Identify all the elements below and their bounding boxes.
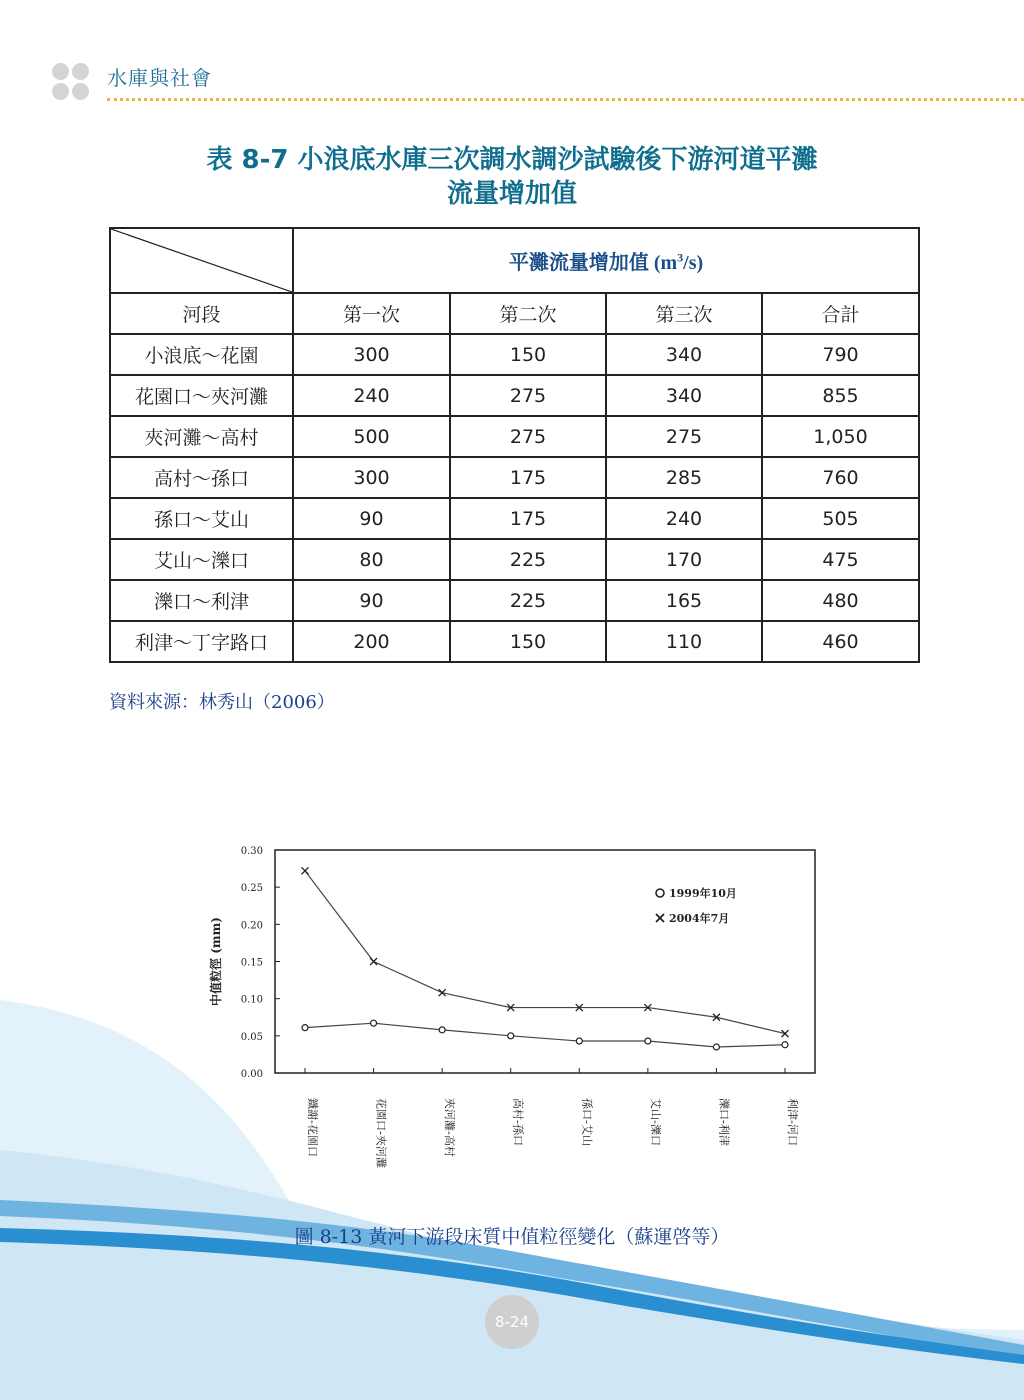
- running-header-title: 水庫與社會: [107, 66, 212, 90]
- data-point-circle: [645, 1038, 651, 1044]
- table-title-line-1: 表 8-7 小浪底水庫三次調水調沙試驗後下游河道平灘: [206, 145, 818, 175]
- unit-header-suffix: /s): [683, 252, 704, 274]
- value-cell: 340: [606, 375, 762, 416]
- column-header: 第三次: [606, 293, 762, 334]
- value-cell: 1,050: [762, 416, 919, 457]
- y-tick-label: 0.00: [240, 1069, 263, 1080]
- value-cell: 150: [450, 621, 606, 662]
- unit-header-sup: 3: [677, 250, 684, 265]
- data-point-circle: [508, 1033, 514, 1039]
- diagonal-corner-cell: [110, 228, 293, 293]
- value-cell: 275: [450, 416, 606, 457]
- y-tick-label: 0.15: [240, 957, 263, 969]
- column-header: 第一次: [293, 293, 450, 334]
- value-cell: 90: [293, 498, 450, 539]
- value-cell: 225: [450, 580, 606, 621]
- column-header-row: [110, 293, 919, 334]
- value-cell: 80: [293, 539, 450, 580]
- y-tick-label: 0.30: [240, 846, 263, 857]
- column-header: 河段: [110, 293, 293, 334]
- series-line: [305, 1023, 785, 1047]
- table-row: [110, 498, 919, 539]
- table-row: [110, 580, 919, 621]
- table-source-note: 資料來源：林秀山（2006）: [109, 692, 335, 713]
- x-category-label: 高村-孫口: [511, 1098, 525, 1146]
- y-tick-label: 0.25: [240, 883, 263, 895]
- table-title: [0, 143, 1024, 211]
- river-section-cell: 夾河灘～高村: [110, 416, 293, 457]
- legend-label: 2004年7月: [669, 912, 730, 925]
- river-section-cell: 花園口～夾河灘: [110, 375, 293, 416]
- figure-caption: 圖 8-13 黃河下游段床質中值粒徑變化（蘇運啓等）: [294, 1226, 730, 1248]
- value-cell: 475: [762, 539, 919, 580]
- data-table-container: [109, 227, 920, 663]
- river-section-cell: 艾山～濼口: [110, 539, 293, 580]
- value-cell: 275: [606, 416, 762, 457]
- y-tick-label: 0.20: [240, 920, 263, 932]
- river-section-cell: 濼口～利津: [110, 580, 293, 621]
- x-category-label: 花園口-夾河灘: [374, 1098, 388, 1168]
- x-category-label: 濼口-利津: [717, 1098, 731, 1146]
- value-cell: 790: [762, 334, 919, 375]
- river-section-cell: 高村～孫口: [110, 457, 293, 498]
- data-point-circle: [576, 1038, 582, 1044]
- table-row: [110, 539, 919, 580]
- value-cell: 175: [450, 498, 606, 539]
- page-number: 8-24: [485, 1295, 539, 1349]
- value-cell: 90: [293, 580, 450, 621]
- x-category-label: 鐵謝-花園口: [306, 1098, 319, 1157]
- x-category-label: 艾山-濼口: [648, 1098, 662, 1146]
- value-cell: 760: [762, 457, 919, 498]
- page-header: [0, 0, 1024, 110]
- river-section-cell: 利津～丁字路口: [110, 621, 293, 662]
- value-cell: 200: [293, 621, 450, 662]
- x-category-label: 利津-河口: [786, 1098, 799, 1146]
- data-point-circle: [302, 1025, 308, 1031]
- value-cell: 240: [606, 498, 762, 539]
- value-cell: 225: [450, 539, 606, 580]
- y-axis-label: 中值粒徑 (mm): [209, 917, 223, 1006]
- x-category-label: 夾河灘-高村: [443, 1098, 457, 1157]
- data-point-cross: [370, 958, 377, 965]
- table-row: [110, 334, 919, 375]
- value-cell: 285: [606, 457, 762, 498]
- table-row: [110, 416, 919, 457]
- unit-header: [293, 228, 919, 293]
- header-divider: [107, 98, 1024, 101]
- value-cell: 300: [293, 457, 450, 498]
- data-point-circle: [439, 1027, 445, 1033]
- value-cell: 340: [606, 334, 762, 375]
- value-cell: 480: [762, 580, 919, 621]
- value-cell: 460: [762, 621, 919, 662]
- table-title-line-2: 流量增加值: [446, 179, 577, 209]
- column-header: 第二次: [450, 293, 606, 334]
- flow-increase-table: [109, 227, 920, 663]
- value-cell: 300: [293, 334, 450, 375]
- value-cell: 170: [606, 539, 762, 580]
- plot-frame: [275, 850, 815, 1073]
- river-section-cell: 小浪底～花園: [110, 334, 293, 375]
- column-header: 合計: [762, 293, 919, 334]
- y-tick-label: 0.05: [240, 1031, 263, 1043]
- value-cell: 110: [606, 621, 762, 662]
- value-cell: 505: [762, 498, 919, 539]
- grain-size-line-chart: [200, 835, 840, 1175]
- table-row: [110, 621, 919, 662]
- table-row: [110, 457, 919, 498]
- value-cell: 165: [606, 580, 762, 621]
- dots-logo-icon: [52, 63, 92, 103]
- data-point-circle: [713, 1044, 719, 1050]
- value-cell: 855: [762, 375, 919, 416]
- value-cell: 240: [293, 375, 450, 416]
- legend-marker-circle: [656, 889, 664, 897]
- data-point-circle: [371, 1020, 377, 1026]
- legend-label: 1999年10月: [669, 887, 737, 900]
- river-section-cell: 孫口～艾山: [110, 498, 293, 539]
- value-cell: 150: [450, 334, 606, 375]
- data-point-cross: [302, 867, 309, 874]
- table-row: [110, 375, 919, 416]
- value-cell: 175: [450, 457, 606, 498]
- value-cell: 275: [450, 375, 606, 416]
- x-category-label: 孫口-艾山: [580, 1098, 594, 1146]
- unit-header-prefix: 平灘流量增加值 (m: [508, 252, 678, 274]
- y-tick-label: 0.10: [240, 994, 263, 1006]
- value-cell: 500: [293, 416, 450, 457]
- data-point-circle: [782, 1042, 788, 1048]
